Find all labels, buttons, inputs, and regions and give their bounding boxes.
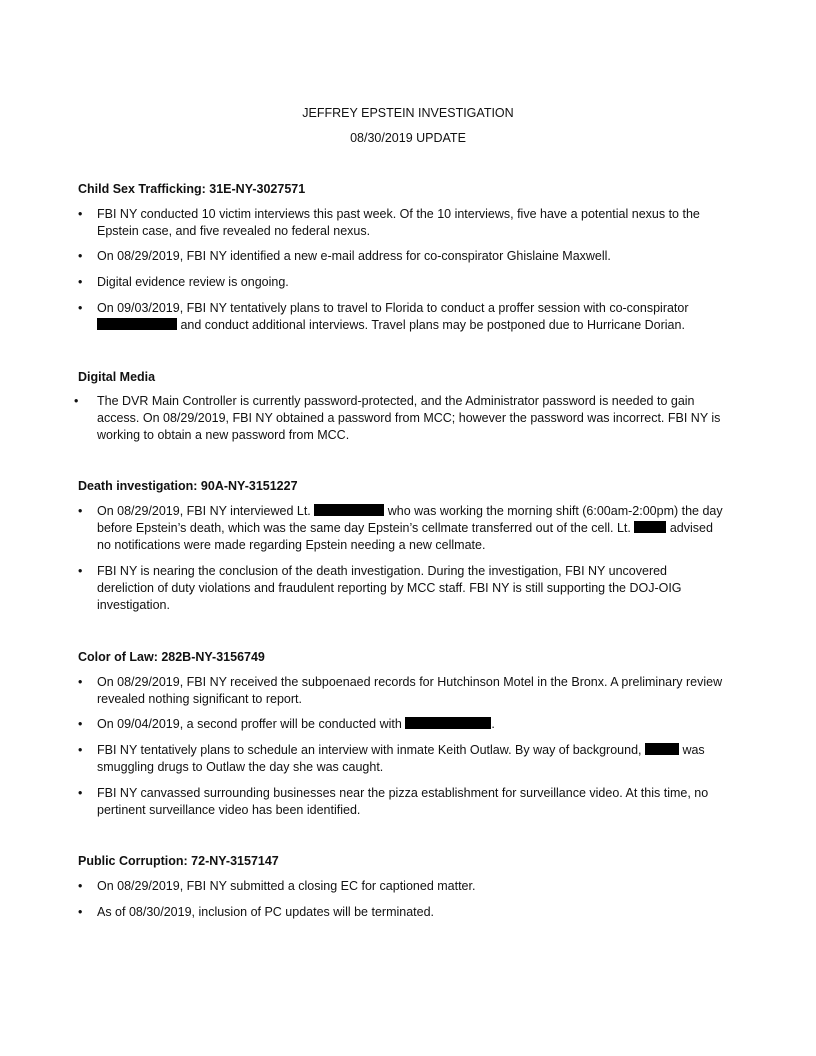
bullet: •: [78, 504, 83, 518]
bullet: •: [78, 905, 83, 919]
bullet: •: [78, 743, 83, 757]
document-title: JEFFREY EPSTEIN INVESTIGATION: [302, 106, 514, 120]
redaction-box: [97, 318, 177, 330]
list-item: • On 09/03/2019, FBI NY tentatively plans to travel to Florida to conduct a proffer session with co-conspirator and conduct additional interviews. Travel plans may be postponed due to Hurricane Dorian.: [78, 301, 689, 332]
list-item: • On 08/29/2019, FBI NY submitted a closing EC for captioned matter.: [78, 879, 476, 893]
bullet: •: [74, 394, 79, 408]
bullet: •: [78, 564, 83, 578]
bullet: •: [78, 207, 83, 221]
bullet: •: [78, 675, 83, 689]
list-item: • On 08/29/2019, FBI NY interviewed Lt. who was working the morning shift (6:00am-2:00pm) the day before Epstein’s death, which was the same day Epstein’s cellmate transferred out of the cell. Lt. advised no notifications were made regarding Epstein needing a new cellmate.: [78, 504, 723, 552]
list-item: • The DVR Main Controller is currently password-protected, and the Administrator password is needed to gain access. On 08/29/2019, FBI NY obtained a password from MCC; however the password was incorrect. FBI NY is working to obtain a new password from MCC.: [74, 394, 721, 442]
bullet: •: [78, 249, 83, 263]
bullet: •: [78, 301, 83, 315]
redaction-box: [314, 504, 384, 516]
list-item: • As of 08/30/2019, inclusion of PC updates will be terminated.: [78, 905, 435, 919]
document-date: 08/30/2019 UPDATE: [350, 131, 466, 145]
bullet: •: [78, 717, 83, 731]
section-heading-death-investigation: Death investigation: 90A-NY-3151227: [78, 479, 298, 493]
list-item: • FBI NY conducted 10 victim interviews this past week. Of the 10 interviews, five have a potential nexus to the Epstein case, and five revealed no federal nexus.: [78, 207, 700, 238]
list-item: • On 08/29/2019, FBI NY received the subpoenaed records for Hutchinson Motel in the Bronx. A preliminary review revealed nothing significant to report.: [78, 675, 723, 706]
list-item: • On 08/29/2019, FBI NY identified a new e-mail address for co-conspirator Ghislaine Maxwell.: [78, 249, 611, 263]
bullet: •: [78, 275, 83, 289]
list-item: • On 09/04/2019, a second proffer will be conducted with .: [78, 717, 495, 731]
list-item: • FBI NY tentatively plans to schedule an interview with inmate Keith Outlaw. By way of background, was smuggling drugs to Outlaw the day she was caught.: [78, 743, 705, 774]
section-heading-digital-media: Digital Media: [78, 370, 156, 384]
section-heading-color-of-law: Color of Law: 282B-NY-3156749: [78, 650, 265, 664]
redaction-box: [405, 717, 491, 729]
redaction-box: [634, 521, 666, 533]
bullet: •: [78, 786, 83, 800]
list-item: • Digital evidence review is ongoing.: [78, 275, 289, 289]
list-item: • FBI NY is nearing the conclusion of the death investigation. During the investigation, FBI NY uncovered dereliction of duty violations and fraudulent reporting by MCC staff. FBI NY is still supporting the DOJ-OIG investigation.: [78, 564, 682, 612]
section-heading-child-sex-trafficking: Child Sex Trafficking: 31E-NY-3027571: [78, 182, 306, 196]
redaction-box: [645, 743, 679, 755]
section-heading-public-corruption: Public Corruption: 72-NY-3157147: [78, 854, 279, 868]
bullet: •: [78, 879, 83, 893]
list-item: • FBI NY canvassed surrounding businesses near the pizza establishment for surveillance video. At this time, no pertinent surveillance video has been identified.: [78, 786, 709, 817]
